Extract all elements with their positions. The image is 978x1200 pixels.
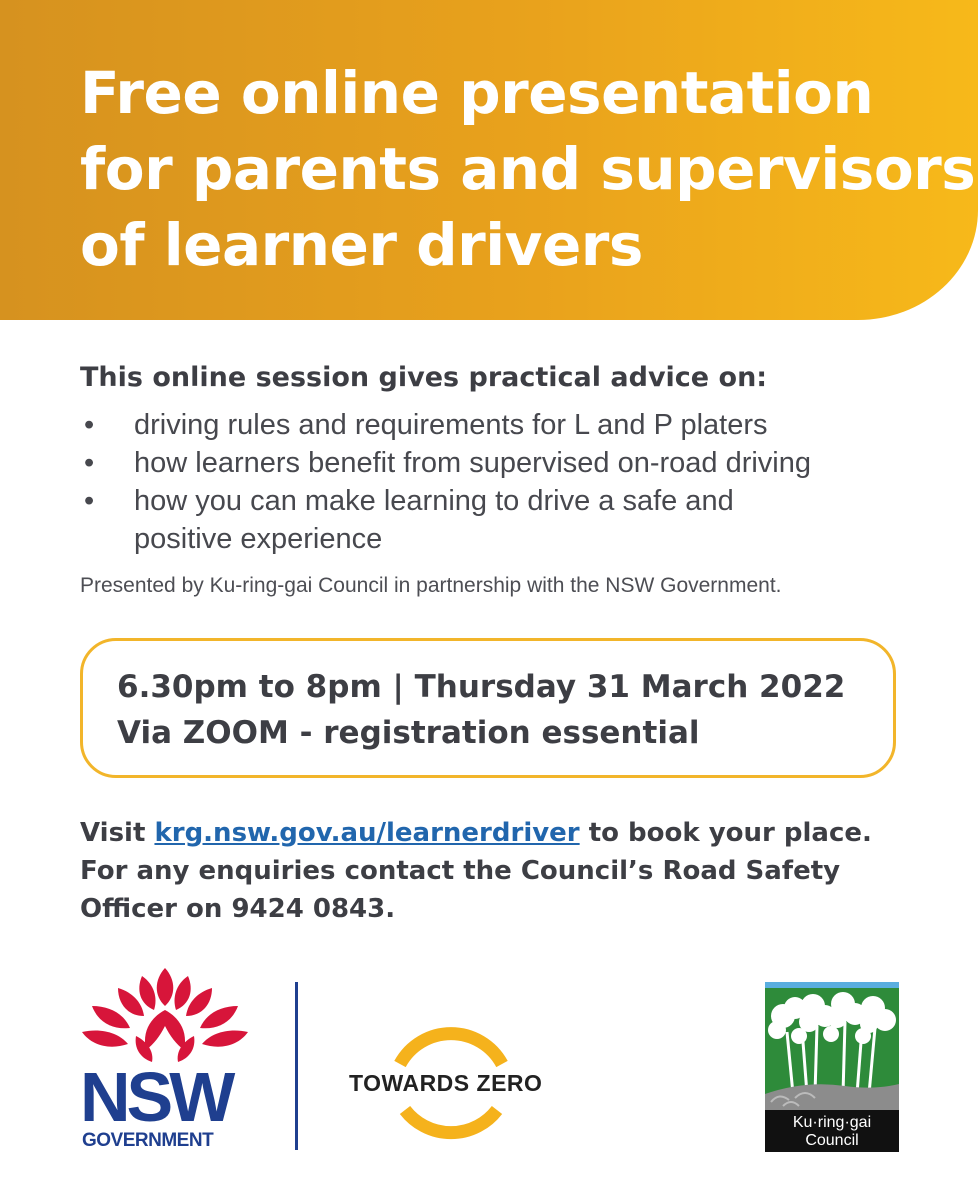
list-item xyxy=(80,482,940,520)
nsw-government-logo xyxy=(80,966,250,1152)
list-item-text: how you can make learning to drive a safe and xyxy=(134,485,734,517)
enquiries-line: For any enquiries contact the Council’s Road Safety xyxy=(80,856,841,886)
list-item-text: positive experience xyxy=(134,523,383,555)
towards-zero-label: TOWARDS ZERO xyxy=(349,1070,543,1096)
intro-heading: This online session gives practical advice on: xyxy=(80,362,768,393)
presented-by-note: Presented by Ku-ring-gai Council in partnership with the NSW Government. xyxy=(80,574,782,597)
bullet-icon: • xyxy=(84,485,95,517)
nsw-wordmark: NSW xyxy=(80,1058,232,1136)
title-line-3: of learner drivers xyxy=(80,211,643,279)
list-item-continuation xyxy=(80,520,940,558)
contact-info xyxy=(80,814,940,928)
visit-prefix: Visit xyxy=(80,818,155,848)
visit-line xyxy=(80,814,940,852)
towards-zero-logo xyxy=(345,1018,555,1150)
nsw-government-label: GOVERNMENT xyxy=(82,1130,214,1151)
visit-suffix: to book your place. xyxy=(579,818,872,848)
list-item xyxy=(80,406,940,444)
bullet-icon: • xyxy=(84,409,95,441)
title-line-1: Free online presentation xyxy=(80,59,874,127)
waratah-icon xyxy=(80,966,250,1066)
council-name-line-2: Council xyxy=(805,1132,859,1149)
officer-line: Officer on 9424 0843. xyxy=(80,894,396,924)
list-item-text: driving rules and requirements for L and P platers xyxy=(134,409,768,441)
logo-divider xyxy=(295,982,298,1150)
page-title xyxy=(80,55,976,283)
event-time: 6.30pm to 8pm | Thursday 31 March 2022 xyxy=(117,669,846,705)
title-line-2: for parents and supervisors xyxy=(80,135,976,203)
event-venue: Via ZOOM - registration essential xyxy=(117,715,700,751)
ku-ring-gai-council-logo xyxy=(765,982,899,1152)
registration-link[interactable]: krg.nsw.gov.au/learnerdriver xyxy=(154,818,580,848)
bullet-icon: • xyxy=(84,447,95,479)
advice-list xyxy=(80,406,940,558)
title-banner xyxy=(0,0,978,320)
council-name-line-1: Ku·ring·gai xyxy=(792,1114,872,1131)
event-details-box xyxy=(80,638,896,778)
list-item xyxy=(80,444,940,482)
list-item-text: how learners benefit from supervised on-road driving xyxy=(134,447,812,479)
